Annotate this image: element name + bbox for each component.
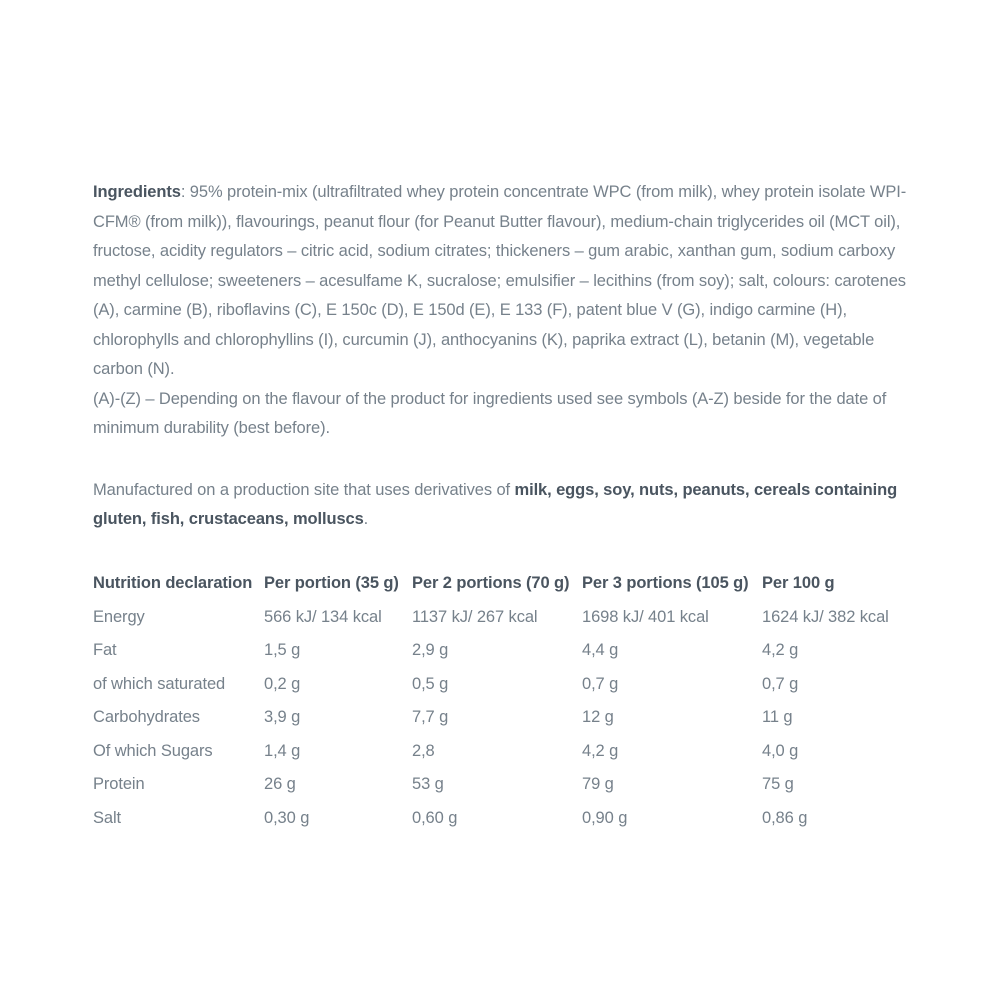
table-row-carbohydrates [93,701,911,735]
cell-value: 1,5 g [264,641,301,659]
table-row-fat [93,634,911,668]
row-label: Fat [93,641,117,659]
cell-value: 11 g [762,708,793,726]
nutrition-declaration-table [93,567,911,835]
row-label: Protein [93,775,145,793]
table-row-salt [93,801,911,835]
allergen-statement [93,476,911,535]
cell-value: 79 g [582,775,614,793]
cell-value: 3,9 g [264,708,301,726]
cell-value: 0,5 g [412,674,449,693]
table-row-saturated-fat [93,667,911,701]
cell-value: 1,4 g [264,741,301,760]
row-label: Of which Sugars [93,741,213,760]
cell-value: 0,7 g [762,674,799,693]
ingredients-symbols-note: (A)-(Z) – Depending on the flavour of the product for ingredients used see symbols (A-Z) beside for the date of minimum durability (best before). [93,389,887,437]
cell-value: 12 g [582,708,614,726]
row-label: Energy [93,607,145,626]
cell-value: 4,4 g [582,641,619,659]
cell-value: 4,2 g [762,641,799,659]
cell-value: 4,2 g [582,741,619,760]
cell-value: 0,2 g [264,674,301,693]
row-label: Salt [93,808,122,827]
table-row-energy [93,600,911,634]
header-cell-per-2-portions: Per 2 portions (70 g) [412,574,570,592]
cell-value: 1137 kJ/ 267 kcal [412,607,538,626]
ingredients-text: : 95% protein-mix (ultrafiltrated whey protein concentrate WPC (from milk), whey protein isolate WPI-CFM® (from milk)), flavourings, peanut flour (for Peanut Butter flavour), medium-chain triglycerides oil (MCT oil), fructose, acidity regulators – citric acid, sodium citrates; thickeners – gum arabic, xanthan gum, sodium carboxy methyl cellulose; sweeteners – acesulfame K, sucralose; emulsifier – lecithins (from soy); salt, colours: carotenes (A), carmine (B), riboflavins (C), E 150c (D), E 150d (E), E 133 (F), patent blue V (G), indigo carmine (H), chlorophylls and chlorophyllins (I), curcumin (J), anthocyanins (K), paprika extract (L), betanin (M), vegetable carbon (N). [93,183,907,378]
header-cell-per-3-portions: Per 3 portions (105 g) [582,574,749,592]
cell-value: 0,60 g [412,808,458,827]
ingredients-paragraph [93,178,911,444]
cell-value: 0,30 g [264,808,310,827]
table-row-protein [93,768,911,802]
header-cell-per-portion: Per portion (35 g) [264,574,399,592]
cell-value: 7,7 g [412,708,449,726]
allergen-list: milk, eggs, soy, nuts, peanuts, cereals containing gluten, fish, crustaceans, molluscs [93,480,898,528]
cell-value: 1698 kJ/ 401 kcal [582,607,709,626]
cell-value: 0,86 g [762,808,808,827]
row-label: of which saturated [93,674,226,693]
cell-value: 26 g [264,775,296,793]
cell-value: 53 g [412,775,444,793]
header-cell-per-100g: Per 100 g [762,574,835,592]
cell-value: 0,7 g [582,674,619,693]
cell-value: 2,8 [412,741,435,760]
cell-value: 2,9 g [412,641,449,659]
row-label: Carbohydrates [93,708,200,726]
cell-value: 0,90 g [582,808,628,827]
cell-value: 1624 kJ/ 382 kcal [762,607,889,626]
ingredients-label: Ingredients [93,183,181,201]
cell-value: 566 kJ/ 134 kcal [264,607,382,626]
product-info-content [93,178,911,835]
allergen-prefix: Manufactured on a production site that uses derivatives of [93,480,515,499]
allergen-suffix: . [363,510,369,528]
header-cell-nutrition-declaration: Nutrition declaration [93,574,253,592]
nutrition-table-header-row [93,567,911,601]
cell-value: 4,0 g [762,741,799,760]
table-row-sugars [93,734,911,768]
cell-value: 75 g [762,775,794,793]
